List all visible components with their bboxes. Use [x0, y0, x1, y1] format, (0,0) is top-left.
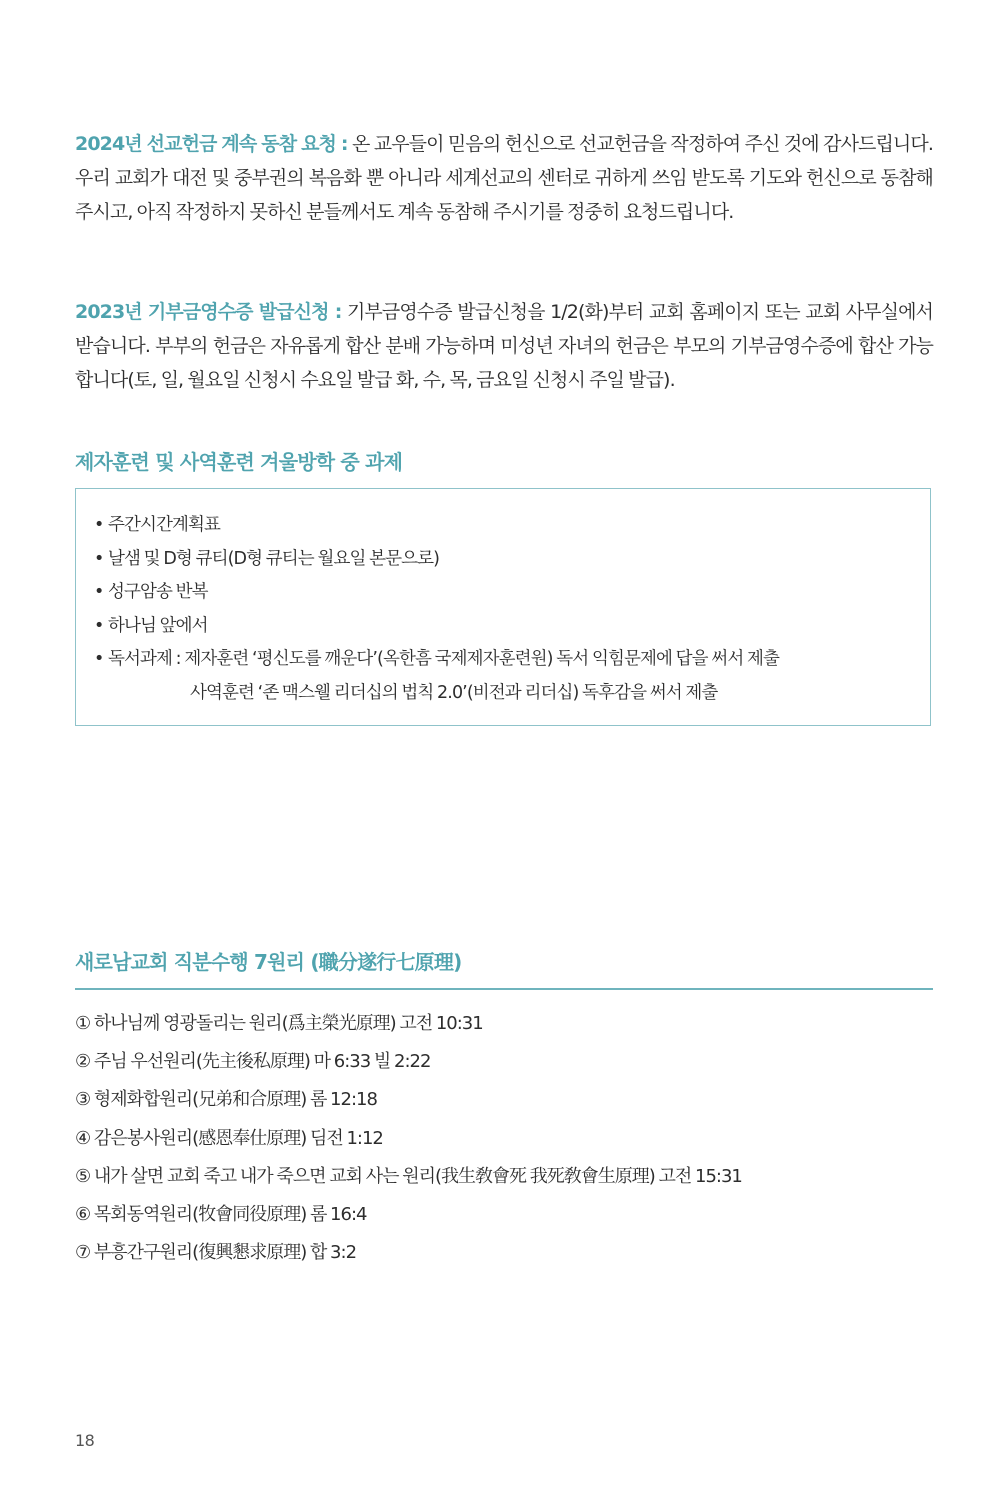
list-item-text: 독서과제 : 제자훈련 ‘평신도를 깨운다’(옥한흠 국제제자훈련원) 독서 익힘문제에 답을 써서 제출: [108, 649, 779, 669]
mission-offering-notice: [75, 127, 933, 229]
donation-receipt-heading: 2023년 기부금영수증 발급신청 :: [75, 301, 342, 323]
training-task-box: [75, 488, 931, 726]
bullet-icon: •: [94, 615, 104, 636]
bullet-icon: •: [94, 649, 104, 669]
list-item-text: 사역훈련 ‘존 맥스웰 리더십의 법칙 2.0’(비전과 리더십) 독후감을 써서 제출: [190, 682, 718, 703]
list-item: ③ 형제화합원리(兄弟和合原理) 롬 12:18: [75, 1089, 377, 1111]
list-item: [94, 543, 779, 577]
page-number: 18: [75, 1431, 95, 1450]
list-item-text: 주간시간계획표: [108, 515, 221, 535]
section-divider: [75, 988, 933, 990]
list-item: ① 하나님께 영광돌리는 원리(爲主榮光原理) 고전 10:31: [75, 1013, 483, 1034]
bullet-icon: •: [94, 548, 104, 569]
mission-offering-heading: 2024년 선교헌금 계속 동참 요청 :: [75, 133, 348, 155]
list-item: [94, 643, 779, 677]
list-item-text: 성구암송 반복: [108, 582, 208, 602]
training-task-list: [94, 509, 779, 710]
donation-receipt-body: 기부금영수증 발급신청을 1/2(화)부터 교회 홈페이지 또는 교회 사무실에서 받습니다. 부부의 헌금은 자유롭게 합산 분배 가능하며 미성년 자녀의 헌금은 부모의 기부금영수증에 합산 가능합니다(토, 일, 월요일 신청시 수요일 발급 화, 수, 목, 금요일 신청시 주일 발급).: [75, 301, 934, 391]
list-item: ④ 감은봉사원리(感恩奉仕原理) 딤전 1:12: [75, 1127, 383, 1149]
principles-list: [75, 1005, 742, 1272]
list-item: ⑤ 내가 살면 교회 죽고 내가 죽으면 교회 사는 원리(我生敎會死 我死敎會生原理) 고전 15:31: [75, 1165, 742, 1187]
training-section-title: 제자훈련 및 사역훈련 겨울방학 중 과제: [75, 450, 403, 474]
list-item-continuation: [94, 677, 779, 711]
mission-offering-body: 온 교우들이 믿음의 헌신으로 선교헌금을 작정하여 주신 것에 감사드립니다. 우리 교회가 대전 및 중부권의 복음화 뿐 아니라 세계선교의 센터로 귀하게 쓰임 받도록 기도와 헌신으로 동참해주시고, 아직 작정하지 못하신 분들께서도 계속 동참해 주시기를 정중히 요청드립니다.: [75, 133, 933, 223]
principles-section-title: 새로남교회 직분수행 7원리 (職分遂行七原理): [75, 950, 462, 974]
bullet-icon: •: [94, 582, 104, 602]
donation-receipt-notice: [75, 295, 933, 397]
list-item: [94, 610, 779, 644]
list-item: ⑥ 목회동역원리(牧會同役原理) 롬 16:4: [75, 1204, 367, 1226]
list-item: ② 주님 우선원리(先主後私原理) 마 6:33 빌 2:22: [75, 1051, 431, 1073]
list-item-text: 날샘 및 D형 큐티(D형 큐티는 월요일 본문으로): [108, 548, 440, 569]
list-item: [94, 576, 779, 610]
list-item-text: 하나님 앞에서: [108, 615, 208, 636]
list-item: ⑦ 부흥간구원리(復興懇求原理) 합 3:2: [75, 1242, 357, 1264]
list-item: [94, 509, 779, 543]
bullet-icon: •: [94, 515, 104, 535]
